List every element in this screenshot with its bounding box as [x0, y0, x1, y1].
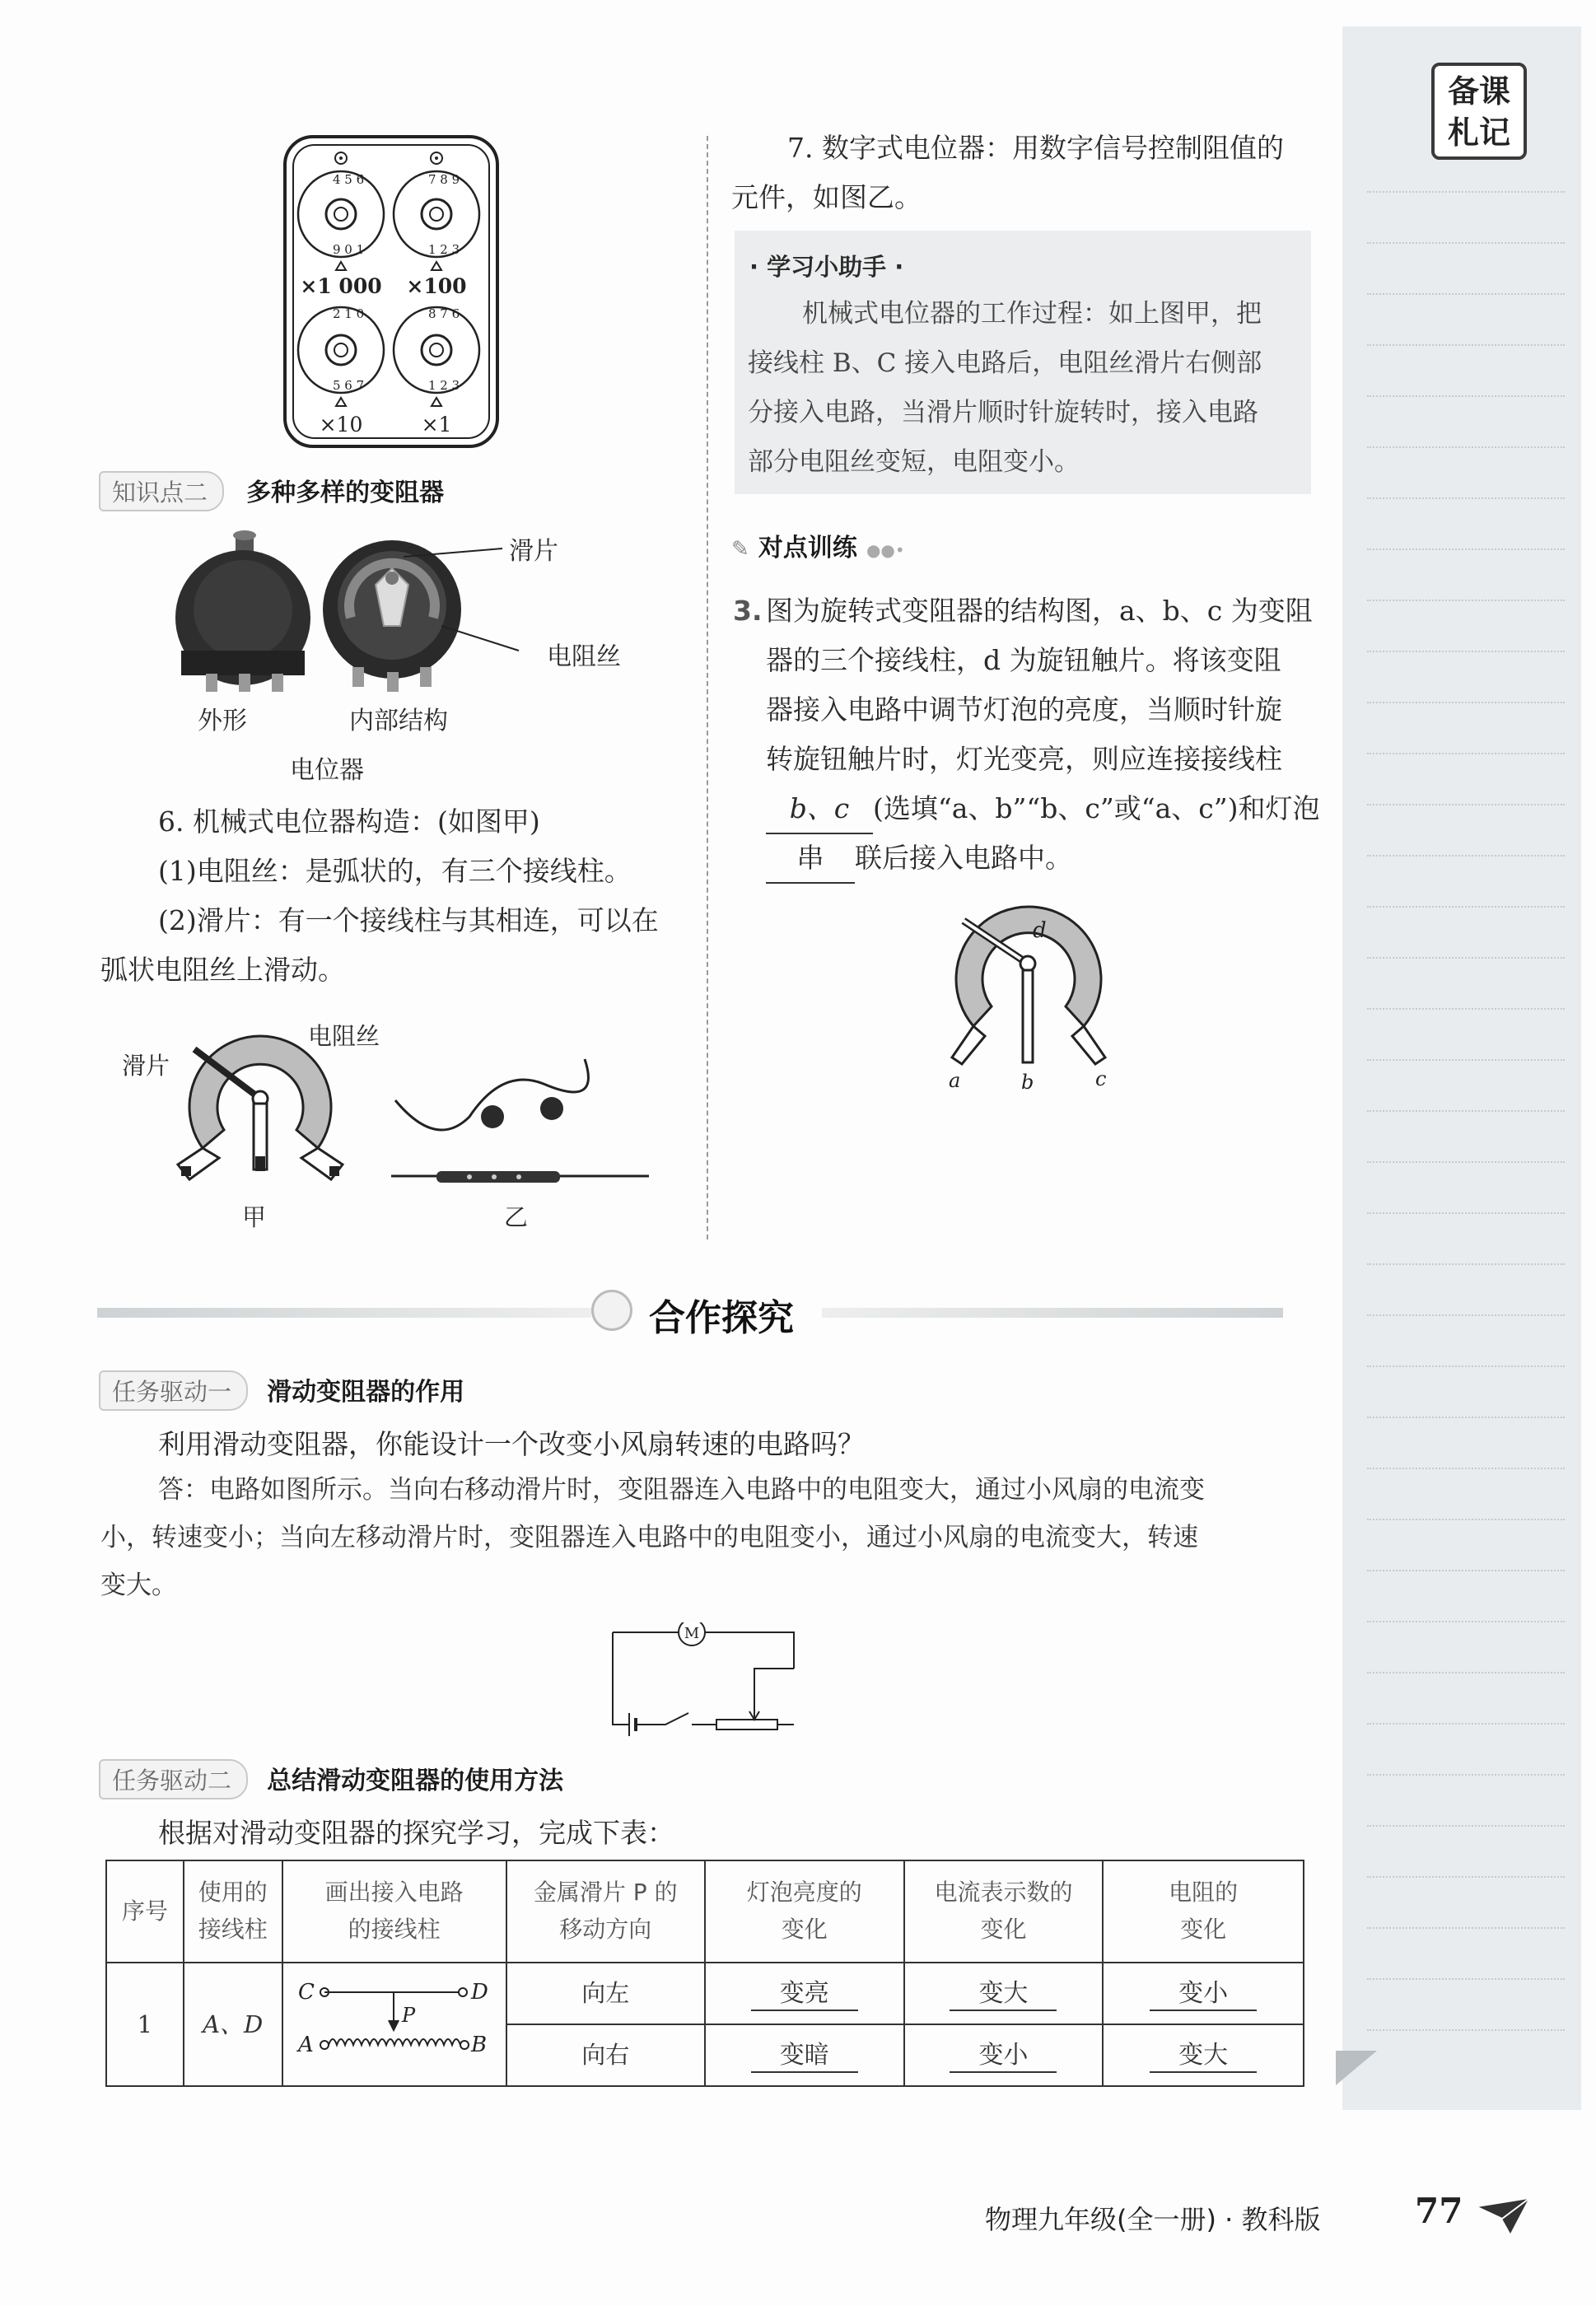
notes-rule [1367, 1161, 1565, 1163]
header-direction: 金属滑片 P 的 移动方向 [506, 1860, 705, 1963]
task1-answer-line1: 答：电路如图所示。当向右移动滑片时，变阻器连入电路中的电阻变大，通过小风扇的电流变 [158, 1475, 1205, 1505]
dial-label: ×10 [319, 413, 363, 436]
diagram-label-b: B [470, 2033, 487, 2058]
rheostat-label-c: c [1095, 1067, 1107, 1090]
answer-resistance-right: 变大 [1150, 2039, 1257, 2073]
notes-rule [1367, 1825, 1565, 1827]
svg-text:2 1 0: 2 1 0 [333, 306, 365, 321]
q3-line2: 器的三个接线柱，d 为旋钮触片。将该变阻 [766, 644, 1281, 676]
kp2-header [99, 471, 444, 511]
row-drawing-cell [282, 1963, 506, 2086]
svg-text:1 2 3: 1 2 3 [428, 242, 460, 257]
rheostat-usage-table [105, 1860, 1304, 2087]
notes-rule [1367, 1212, 1565, 1214]
fig-yi-caption: 乙 [504, 1203, 529, 1231]
header-index: 序号 [106, 1860, 184, 1963]
notes-rule [1367, 1059, 1565, 1061]
notes-label-line2: 札记 [1447, 114, 1510, 151]
answer-current-left: 变大 [950, 1977, 1057, 2011]
table-header-row [106, 1860, 1304, 1963]
item6-line1: 6. 机械式电位器构造：(如图甲) [158, 805, 540, 838]
notes-rule [1367, 548, 1565, 550]
rheostat-label-d: d [1033, 918, 1047, 943]
diagram-label-c: C [297, 1980, 315, 2005]
notes-rule [1367, 600, 1565, 601]
svg-text:7 8 9: 7 8 9 [428, 172, 460, 187]
fig-jia-wire-label: 电阻丝 [308, 1022, 380, 1050]
rheostat-label-b: b [1021, 1071, 1034, 1094]
item7-line1: 7. 数字式电位器：用数字信号控制阻值的 [787, 132, 1284, 164]
notes-rule [1367, 702, 1565, 703]
notes-rule [1367, 344, 1565, 346]
dial-label: ×1 000 [300, 274, 382, 298]
item6-line2: (1)电阻丝：是弧状的，有三个接线柱。 [158, 855, 632, 887]
column-divider [707, 136, 708, 1239]
kp2-tag: 知识点二 [99, 471, 224, 511]
task1-header [99, 1370, 464, 1411]
banner-bar-left [97, 1308, 591, 1318]
photo-label-inner: 内部结构 [349, 707, 448, 735]
diagram-label-a: A [297, 2033, 314, 2058]
kp2-title: 多种多样的变阻器 [246, 478, 445, 507]
svg-text:8 7 6: 8 7 6 [428, 306, 460, 321]
fig-jia-caption: 甲 [242, 1203, 267, 1231]
row-brightness-left-cell [705, 1963, 904, 2024]
notes-rule [1367, 1263, 1565, 1265]
item6-line3: (2)滑片：有一个接线柱与其相连，可以在 [158, 904, 659, 936]
photo-label-wire: 电阻丝 [547, 642, 621, 671]
notes-rule [1367, 395, 1565, 397]
helper-line1: 机械式电位器的工作过程：如上图甲，把 [802, 299, 1262, 329]
svg-text:4 5 6: 4 5 6 [333, 172, 365, 187]
item6-line4: 弧状电阻丝上滑动。 [100, 954, 345, 986]
notes-rule [1367, 1314, 1565, 1316]
notes-rule [1367, 1570, 1565, 1571]
rheostat-wiring-diagram [292, 1969, 497, 2068]
dial-label: ×1 [421, 413, 452, 436]
notes-rule [1367, 2029, 1565, 2031]
diagram-label-p: P [401, 2004, 415, 2028]
notes-rule [1367, 1365, 1565, 1367]
rheostat-label-a: a [949, 1069, 961, 1092]
notes-rule [1367, 1417, 1565, 1418]
q3-number: 3. [733, 595, 763, 627]
search-icon [591, 1290, 632, 1331]
row-direction-left: 向左 [506, 1963, 705, 2024]
helper-title: · 学习小助手 · [749, 253, 904, 281]
notes-rule [1367, 191, 1565, 193]
notes-rule [1367, 1927, 1565, 1929]
notes-rule [1367, 1008, 1565, 1010]
item7-line2: 元件，如图乙。 [731, 181, 922, 213]
task1-question: 利用滑动变阻器，你能设计一个改变小风扇转速的电路吗？ [158, 1428, 865, 1460]
svg-text:5 6 7: 5 6 7 [333, 378, 365, 393]
task2-title: 总结滑动变阻器的使用方法 [267, 1767, 564, 1795]
header-brightness: 灯泡亮度的 变化 [705, 1860, 904, 1963]
notes-rule [1367, 242, 1565, 244]
answer-brightness-left: 变亮 [751, 1977, 858, 2011]
q3-line5-rest: (选填“a、b”“b、c”或“a、c”)和灯泡 [873, 792, 1320, 824]
notes-rule [1367, 293, 1565, 295]
header-current: 电流表示数的 变化 [904, 1860, 1104, 1963]
header-resistance: 电阻的 变化 [1103, 1860, 1304, 1963]
q3-line1: 图为旋转式变阻器的结构图，a、b、c 为变阻 [766, 595, 1313, 627]
fig-yi-earphone [387, 1034, 659, 1199]
q3-line6-rest: 联后接入电路中。 [855, 842, 1072, 874]
notes-column [1342, 26, 1581, 2110]
notes-rule [1367, 1774, 1565, 1776]
answer-current-right: 变小 [950, 2039, 1057, 2073]
notes-rule [1367, 804, 1565, 805]
notes-rule [1367, 651, 1565, 652]
q3-line5 [766, 784, 1320, 834]
header-terminals: 使用的 接线柱 [184, 1860, 282, 1963]
task1-answer-line2: 小，转速变小；当向左移动滑片时，变阻器连入电路中的电阻变小，通过小风扇的电流变大，转速 [100, 1523, 1198, 1552]
row-resistance-left-cell [1103, 1963, 1304, 2024]
notes-rule [1367, 1672, 1565, 1673]
training-title: 对点训练 [758, 534, 857, 562]
section-banner [97, 1285, 1316, 1339]
svg-text:9 0 1: 9 0 1 [333, 242, 365, 257]
notes-rule [1367, 446, 1565, 448]
task1-tag: 任务驱动一 [99, 1370, 248, 1411]
task1-answer-line3: 变大。 [100, 1571, 177, 1600]
motor-label: M [684, 1625, 700, 1642]
task2-tag: 任务驱动二 [99, 1759, 248, 1800]
row-terminals: A、D [184, 1963, 282, 2086]
photo-label-slider: 滑片 [509, 537, 558, 566]
banner-title: 合作探究 [649, 1297, 794, 1339]
fig-jia-slider-label: 滑片 [122, 1052, 170, 1080]
notes-rule [1367, 957, 1565, 959]
footer-book-title: 物理九年级(全一册) · 教科版 [985, 2204, 1321, 2235]
notes-rule [1367, 1621, 1565, 1622]
row-current-left-cell [904, 1963, 1104, 2024]
paper-plane-icon [1474, 2196, 1532, 2237]
notes-rule [1367, 497, 1565, 499]
row-resistance-right-cell [1103, 2024, 1304, 2086]
task2-header [99, 1759, 563, 1800]
notes-rule [1367, 1519, 1565, 1520]
photo-label-outer: 外形 [198, 707, 247, 735]
q3-line6 [766, 833, 1072, 884]
helper-line2: 接线柱 B、C 接入电路后，电阻丝滑片右侧部 [748, 348, 1262, 378]
training-header [731, 527, 905, 563]
notes-label-line1: 备课 [1447, 73, 1510, 110]
q3-answer-connection: 串 [766, 833, 855, 884]
notes-rule [1367, 1876, 1565, 1878]
answer-resistance-left: 变小 [1150, 1977, 1257, 2011]
table-row [106, 1963, 1304, 2024]
dots-icon: ●●• [866, 540, 905, 560]
notes-label-badge [1431, 63, 1527, 160]
pencil-icon: ✎ [731, 537, 749, 562]
task2-intro: 根据对滑动变阻器的探究学习，完成下表： [158, 1817, 674, 1849]
notes-rule [1367, 1723, 1565, 1725]
page-number: 77 [1415, 2191, 1463, 2231]
row-index: 1 [106, 1963, 184, 2086]
rotary-rheostat-diagram [931, 881, 1120, 1095]
fan-circuit-diagram [609, 1622, 807, 1738]
dial-label: ×100 [406, 274, 467, 298]
helper-line3: 分接入电路，当滑片顺时针旋转时，接入电路 [748, 398, 1258, 427]
svg-text:1 2 3: 1 2 3 [428, 378, 460, 393]
q3-line3: 器接入电路中调节灯泡的亮度，当顺时针旋 [766, 693, 1282, 726]
corner-decoration [1336, 2051, 1377, 2085]
notes-rule [1367, 855, 1565, 857]
diagram-label-d: D [470, 1980, 488, 2005]
answer-brightness-right: 变暗 [751, 2039, 858, 2073]
header-drawing: 画出接入电路 的接线柱 [282, 1860, 506, 1963]
notes-rule [1367, 1110, 1565, 1112]
helper-line4: 部分电阻丝变短，电阻变小。 [748, 447, 1080, 477]
q3-line4: 转旋钮触片时，灯光变亮，则应连接接线柱 [766, 743, 1282, 775]
banner-bar-right [822, 1308, 1283, 1318]
q3-answer-terminals: b、c [766, 784, 873, 834]
notes-rule [1367, 753, 1565, 754]
row-brightness-right-cell [705, 2024, 904, 2086]
decade-dial-figure [280, 132, 502, 453]
notes-rule [1367, 1978, 1565, 1980]
photo-caption: 电位器 [290, 756, 364, 785]
task1-title: 滑动变阻器的作用 [267, 1378, 465, 1407]
row-direction-right: 向右 [506, 2024, 705, 2086]
row-current-right-cell [904, 2024, 1104, 2086]
notes-rule [1367, 906, 1565, 908]
notes-rule [1367, 1468, 1565, 1469]
